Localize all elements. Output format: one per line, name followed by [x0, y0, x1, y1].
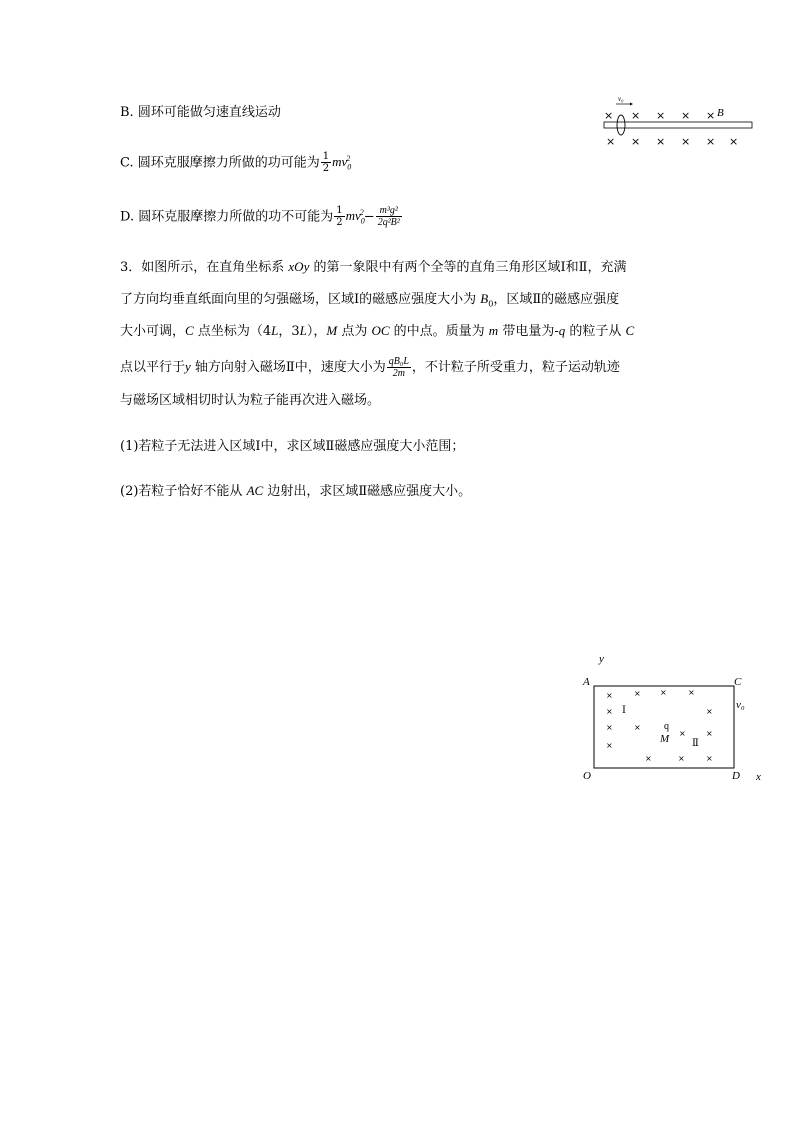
q3-line-1: 3．如图所示，在直角坐标系 xOy 的第一象限中有两个全等的直角三角形区域Ⅰ和Ⅱ，充满	[120, 259, 627, 275]
svg-text:×: ×	[688, 688, 695, 697]
svg-text:×: ×	[706, 729, 713, 738]
option-b: B. 圆环可能做匀速直线运动	[120, 105, 281, 120]
svg-text:×: ×	[606, 691, 613, 700]
region-1-label: Ⅰ	[622, 705, 626, 716]
velocity-label: v₀	[618, 95, 624, 103]
velocity-label-main: v₀	[736, 699, 745, 711]
svg-text:×: ×	[631, 109, 641, 122]
rod	[604, 122, 752, 128]
charge-label-q: q	[664, 721, 669, 732]
mv0-squared-d: $mv_0^2$	[345, 208, 365, 226]
svg-text:×: ×	[645, 754, 652, 763]
svg-text:×: ×	[706, 135, 716, 148]
axis-label-x: x	[756, 771, 761, 783]
svg-text:×: ×	[631, 135, 641, 148]
svg-text:×: ×	[729, 135, 739, 148]
q3-subquestion-2: (2)若粒子恰好不能从 AC 边射出，求区域Ⅱ磁感应强度大小。	[120, 483, 472, 499]
point-C: C	[734, 676, 742, 688]
m3g2-fraction: $\frac{\text{m³g²}}{\text{2q²B²}}$	[377, 205, 400, 229]
velocity-arrowhead	[630, 103, 633, 106]
svg-text:×: ×	[606, 707, 613, 716]
minus-sign: −	[363, 209, 375, 225]
svg-text:×: ×	[606, 135, 616, 148]
svg-text:×: ×	[681, 135, 691, 148]
q3-subquestion-1: (1)若粒子无法进入区域Ⅰ中，求区域Ⅱ磁感应强度大小范围；	[120, 439, 465, 454]
svg-text:×: ×	[634, 689, 641, 698]
q3-line-4: 点以平行于y 轴方向射入磁场Ⅱ中，速度大小为 $\frac{\text{qB₀L}}{2m}$ ，不计粒子所受重力，粒子运动轨迹	[120, 356, 620, 379]
svg-text:×: ×	[706, 707, 713, 716]
option-d-text: D. 圆环克服摩擦力所做的功不可能为	[120, 209, 334, 225]
point-A: A	[583, 676, 590, 688]
svg-text:×: ×	[679, 729, 686, 738]
half-fraction-d: $\frac{1}{2}$	[336, 205, 343, 229]
half-fraction: $\frac{1}{2}$	[322, 151, 330, 175]
point-O: O	[583, 770, 591, 782]
field-crosses-bottom	[606, 135, 738, 148]
ring-rod-figure	[600, 92, 760, 148]
svg-text:×: ×	[604, 109, 614, 122]
point-D: D	[732, 770, 740, 782]
svg-text:×: ×	[634, 723, 641, 732]
q3-line-2: 了方向均垂直纸面向里的匀强磁场，区域Ⅰ的磁感应强度大小为 $B_0$，区域Ⅱ的磁感应强度	[120, 291, 620, 309]
svg-text:×: ×	[681, 109, 691, 122]
svg-text:×: ×	[656, 109, 666, 122]
option-d	[120, 204, 403, 231]
option-c-text: C. 圆环克服摩擦力所做的功可能为	[120, 155, 320, 171]
svg-text:×: ×	[656, 135, 666, 148]
point-M: M	[660, 733, 670, 745]
svg-text:×: ×	[706, 109, 716, 122]
axis-label-y: y	[599, 653, 604, 665]
velocity-fraction: $\frac{\text{qB₀L}}{2m}$	[388, 356, 409, 379]
field-label-B: B	[717, 107, 724, 119]
field-crosses-main	[606, 688, 713, 763]
svg-text:×: ×	[660, 688, 667, 697]
svg-text:×: ×	[606, 723, 613, 732]
q3-line-3: 大小可调，C 点坐标为（4L，3L），M 点为 OC 的中点。质量为 m 带电量为-q 的粒子从 C	[120, 323, 635, 339]
option-c	[120, 150, 350, 177]
svg-text:×: ×	[706, 754, 713, 763]
mv0-squared: $mv_0^2$	[332, 154, 352, 172]
region-2-label: Ⅱ	[692, 738, 699, 749]
svg-text:×: ×	[678, 754, 685, 763]
svg-text:×: ×	[606, 741, 613, 750]
coordinate-field-figure	[578, 650, 768, 790]
field-crosses-top	[604, 109, 715, 122]
q3-line-5: 与磁场区域相切时认为粒子能再次进入磁场。	[120, 393, 381, 408]
